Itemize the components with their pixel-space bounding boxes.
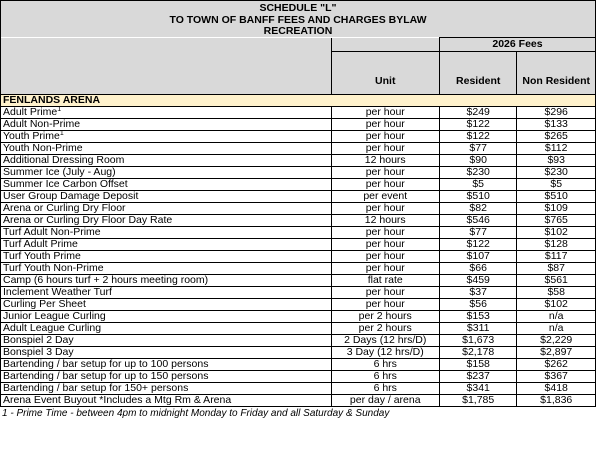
resident-fee — [439, 335, 516, 347]
resident-fee-text: $5 — [472, 178, 485, 190]
nonresident-fee — [517, 335, 596, 347]
nonresident-fee — [517, 215, 596, 227]
fee-unit — [331, 143, 439, 155]
fee-item-name — [1, 251, 332, 263]
fee-item-name — [1, 323, 332, 335]
fee-unit-text: per hour — [365, 298, 405, 310]
fee-item-name-text: Turf Youth Prime — [3, 250, 81, 262]
fee-item-name-text: Turf Youth Non-Prime — [3, 262, 104, 274]
nonresident-fee — [517, 287, 596, 299]
fee-item-name-text: Camp (6 hours turf + 2 hours meeting room) — [3, 274, 209, 286]
fee-unit — [331, 191, 439, 203]
resident-fee — [439, 215, 516, 227]
footnote-marker: 1 — [57, 106, 62, 113]
nonresident-fee — [517, 131, 596, 143]
fee-unit — [331, 287, 439, 299]
footnote-marker: 1 — [59, 130, 64, 137]
resident-fee — [439, 227, 516, 239]
nonresident-fee-text: $230 — [544, 166, 568, 178]
nonresident-fee-text: $102 — [544, 298, 568, 310]
section-title: FENLANDS ARENA — [1, 95, 596, 107]
nonresident-fee — [517, 227, 596, 239]
resident-fee-text: $153 — [466, 310, 490, 322]
fee-item-name — [1, 335, 332, 347]
nonresident-fee-text: $87 — [547, 262, 565, 274]
nonresident-fee — [517, 311, 596, 323]
fee-unit-text: per hour — [365, 106, 405, 118]
fee-unit — [331, 263, 439, 275]
fee-item-name — [1, 383, 332, 395]
nonresident-fee-text: n/a — [548, 310, 564, 322]
resident-fee — [439, 203, 516, 215]
nonresident-fee — [517, 299, 596, 311]
fee-unit — [331, 371, 439, 383]
nonresident-fee-text: $262 — [544, 358, 568, 370]
fee-item-name-text: Curling Per Sheet — [3, 298, 86, 310]
nonresident-fee — [517, 167, 596, 179]
nonresident-fee — [517, 239, 596, 251]
resident-fee — [439, 347, 516, 359]
resident-fee — [439, 383, 516, 395]
nonresident-fee-text: $112 — [544, 142, 568, 154]
fee-unit — [331, 311, 439, 323]
fee-unit — [331, 395, 439, 407]
resident-fee-text: $122 — [466, 238, 490, 250]
nonresident-fee-text: $367 — [544, 370, 568, 382]
resident-fee — [439, 311, 516, 323]
fee-unit-text: flat rate — [367, 274, 403, 286]
fee-row — [1, 335, 596, 347]
nonresident-fee-text: $109 — [544, 202, 568, 214]
resident-fee — [439, 323, 516, 335]
nonresident-fee — [517, 203, 596, 215]
fee-item-name-text: Arena or Curling Dry Floor — [3, 202, 126, 214]
resident-fee-text: $66 — [469, 262, 487, 274]
fee-item-name — [1, 107, 332, 119]
nonresident-fee — [517, 323, 596, 335]
fee-row — [1, 215, 596, 227]
fee-item-name-text: Bonspiel 2 Day — [3, 334, 74, 346]
resident-fee — [439, 179, 516, 191]
fee-unit — [331, 299, 439, 311]
fee-item-name-text: Summer Ice (July - Aug) — [3, 166, 116, 178]
nonresident-fee — [517, 347, 596, 359]
nonresident-fee-text: $102 — [544, 226, 568, 238]
fee-row — [1, 383, 596, 395]
fee-item-name — [1, 167, 332, 179]
fee-unit — [331, 275, 439, 287]
resident-fee — [439, 287, 516, 299]
fees-year-header: 2026 Fees — [439, 38, 595, 52]
nonresident-fee — [517, 179, 596, 191]
fee-item-name-text: Bartending / bar setup for up to 150 persons — [3, 370, 209, 382]
schedule-title: SCHEDULE "L" — [1, 1, 596, 16]
fee-unit-text: per hour — [365, 178, 405, 190]
fee-row — [1, 275, 596, 287]
nonresident-fee — [517, 143, 596, 155]
fee-unit-text: per hour — [365, 226, 405, 238]
nonresident-fee-text: $418 — [544, 382, 568, 394]
nonresident-fee-text: $510 — [544, 190, 568, 202]
fee-unit-text: 6 hrs — [373, 370, 397, 382]
fee-item-name — [1, 215, 332, 227]
fee-row — [1, 251, 596, 263]
fee-unit-text: per hour — [365, 286, 405, 298]
nonresident-fee — [517, 275, 596, 287]
fee-unit-text: per hour — [365, 166, 405, 178]
fee-row — [1, 239, 596, 251]
fee-item-name-text: Summer Ice Carbon Offset — [3, 178, 128, 190]
fee-item-name-text: Additional Dressing Room — [3, 154, 125, 166]
fee-item-name — [1, 371, 332, 383]
fee-item-name-text: Adult League Curling — [3, 322, 102, 334]
nonresident-fee-text: $117 — [544, 250, 568, 262]
nonresident-fee — [517, 263, 596, 275]
fee-unit — [331, 347, 439, 359]
nonresident-fee-text: $2,229 — [540, 334, 573, 346]
fee-unit-text: per hour — [365, 118, 405, 130]
fee-unit-text: per hour — [365, 238, 405, 250]
nonresident-fee — [517, 383, 596, 395]
resident-fee — [439, 131, 516, 143]
resident-fee — [439, 119, 516, 131]
nonresident-fee — [517, 395, 596, 407]
fee-row — [1, 167, 596, 179]
fee-unit-text: per hour — [365, 262, 405, 274]
fee-unit — [331, 155, 439, 167]
nonresident-fee — [517, 119, 596, 131]
nonresident-fee-text: $265 — [544, 130, 568, 142]
fee-row — [1, 299, 596, 311]
fee-unit — [331, 107, 439, 119]
fee-unit-text: per 2 hours — [358, 310, 412, 322]
fee-row — [1, 395, 596, 407]
fee-item-name — [1, 395, 332, 407]
fee-unit — [331, 119, 439, 131]
nonresident-fee — [517, 251, 596, 263]
fee-item-name-text: Arena Event Buyout *Includes a Mtg Rm & Arena — [3, 394, 232, 406]
nonresident-fee-text: $765 — [544, 214, 568, 226]
resident-fee — [439, 371, 516, 383]
fee-row — [1, 107, 596, 119]
fee-row — [1, 203, 596, 215]
fee-item-name-text: Youth Prime — [3, 130, 60, 142]
nonresident-fee-text: $5 — [550, 178, 563, 190]
fee-row — [1, 119, 596, 131]
resident-fee — [439, 191, 516, 203]
fee-item-name — [1, 359, 332, 371]
fee-row — [1, 323, 596, 335]
footnote: 1 - Prime Time - between 4pm to midnight Monday to Friday and all Saturday & Sunday — [2, 408, 390, 419]
resident-fee — [439, 263, 516, 275]
nonresident-fee — [517, 155, 596, 167]
fee-rows — [1, 107, 596, 407]
fee-unit-text: per 2 hours — [358, 322, 412, 334]
fee-row — [1, 311, 596, 323]
resident-fee-text: $77 — [469, 142, 487, 154]
fee-row — [1, 155, 596, 167]
fee-item-name — [1, 239, 332, 251]
fee-unit-text: 12 hours — [364, 214, 406, 226]
nonresident-fee-text: $93 — [547, 154, 565, 166]
nonresident-fee-text: n/a — [548, 322, 564, 334]
fee-item-name-text: Adult Prime — [3, 106, 58, 118]
nonresident-fee — [517, 359, 596, 371]
fee-unit-text: 12 hours — [364, 154, 406, 166]
fee-item-name — [1, 191, 332, 203]
fee-row — [1, 227, 596, 239]
fee-unit-text: per hour — [365, 130, 405, 142]
nonresident-fee — [517, 191, 596, 203]
resident-fee-text: $37 — [469, 286, 487, 298]
resident-fee-text: $249 — [466, 106, 490, 118]
resident-fee — [439, 359, 516, 371]
unit-column-header: Unit — [331, 52, 439, 95]
resident-fee-text: $459 — [466, 274, 490, 286]
fee-unit — [331, 179, 439, 191]
resident-fee — [439, 395, 516, 407]
fee-item-name — [1, 275, 332, 287]
resident-fee-text: $107 — [466, 250, 490, 262]
bylaw-title: TO TOWN OF BANFF FEES AND CHARGES BYLAW — [1, 15, 596, 26]
fee-item-name — [1, 119, 332, 131]
resident-fee-text: $341 — [466, 382, 490, 394]
nonresident-fee-text: $2,897 — [540, 346, 573, 358]
fee-item-name — [1, 263, 332, 275]
fee-item-name — [1, 143, 332, 155]
nonresident-fee — [517, 371, 596, 383]
fee-unit — [331, 167, 439, 179]
nonresident-fee-text: $296 — [544, 106, 568, 118]
fee-unit-text: per hour — [365, 250, 405, 262]
fee-item-name-text: Bartending / bar setup for up to 100 persons — [3, 358, 209, 370]
resident-fee-text: $1,673 — [462, 334, 495, 346]
resident-fee-text: $2,178 — [462, 346, 495, 358]
nonresident-fee-text: $128 — [544, 238, 568, 250]
fee-item-name — [1, 131, 332, 143]
fee-item-name-text: Bartending / bar setup for 150+ persons — [3, 382, 189, 394]
resident-fee-text: $1,785 — [462, 394, 495, 406]
fee-row — [1, 359, 596, 371]
fee-item-name-text: Arena or Curling Dry Floor Day Rate — [3, 214, 173, 226]
fee-row — [1, 371, 596, 383]
fee-unit-text: per event — [363, 190, 408, 202]
fee-item-name-text: Bonspiel 3 Day — [3, 346, 74, 358]
nonresident-fee-text: $58 — [547, 286, 565, 298]
fee-unit — [331, 359, 439, 371]
resident-fee — [439, 143, 516, 155]
resident-fee-text: $546 — [466, 214, 490, 226]
fee-item-name — [1, 311, 332, 323]
fee-row — [1, 131, 596, 143]
fee-item-name — [1, 227, 332, 239]
resident-fee — [439, 239, 516, 251]
fee-unit-text: per hour — [365, 202, 405, 214]
resident-fee-text: $311 — [466, 322, 490, 334]
fee-unit — [331, 215, 439, 227]
fee-row — [1, 347, 596, 359]
fee-item-name — [1, 287, 332, 299]
resident-fee — [439, 155, 516, 167]
department-title: RECREATION — [1, 26, 596, 38]
resident-fee — [439, 251, 516, 263]
resident-fee — [439, 107, 516, 119]
resident-column-header: Resident — [439, 52, 516, 95]
fee-unit-text: per hour — [365, 142, 405, 154]
fee-item-name — [1, 179, 332, 191]
fee-table-header — [1, 1, 596, 107]
fee-unit-text: 6 hrs — [373, 358, 397, 370]
fee-unit — [331, 203, 439, 215]
resident-fee-text: $77 — [469, 226, 487, 238]
resident-fee — [439, 299, 516, 311]
fee-unit — [331, 383, 439, 395]
resident-fee-text: $158 — [466, 358, 490, 370]
nonresident-fee-text: $133 — [544, 118, 568, 130]
fee-unit-text: per day / arena — [349, 394, 421, 406]
fee-item-name-text: Adult Non-Prime — [3, 118, 81, 130]
fee-unit-text: 6 hrs — [373, 382, 397, 394]
fee-item-name — [1, 299, 332, 311]
fee-unit — [331, 335, 439, 347]
nonresident-column-header: Non Resident — [517, 52, 596, 95]
resident-fee-text: $90 — [469, 154, 487, 166]
nonresident-fee-text: $1,836 — [540, 394, 573, 406]
nonresident-fee-text: $561 — [544, 274, 568, 286]
resident-fee-text: $230 — [466, 166, 490, 178]
resident-fee-text: $237 — [466, 370, 490, 382]
fee-row — [1, 263, 596, 275]
fee-row — [1, 287, 596, 299]
fee-item-name — [1, 347, 332, 359]
resident-fee-text: $82 — [469, 202, 487, 214]
fee-item-name-text: Turf Adult Non-Prime — [3, 226, 101, 238]
resident-fee-text: $122 — [466, 130, 490, 142]
fee-unit — [331, 251, 439, 263]
fee-row — [1, 179, 596, 191]
resident-fee-text: $56 — [469, 298, 487, 310]
resident-fee — [439, 275, 516, 287]
fee-row — [1, 191, 596, 203]
fee-item-name — [1, 155, 332, 167]
resident-fee-text: $510 — [466, 190, 490, 202]
fee-item-name-text: Inclement Weather Turf — [3, 286, 112, 298]
nonresident-fee — [517, 107, 596, 119]
fee-item-name-text: Junior League Curling — [3, 310, 106, 322]
fee-unit — [331, 239, 439, 251]
resident-fee — [439, 167, 516, 179]
fee-unit-text: 2 Days (12 hrs/D) — [344, 334, 427, 346]
fee-item-name-text: Turf Adult Prime — [3, 238, 78, 250]
fee-unit — [331, 131, 439, 143]
resident-fee-text: $122 — [466, 118, 490, 130]
fee-unit-text: 3 Day (12 hrs/D) — [346, 346, 424, 358]
fee-item-name-text: Youth Non-Prime — [3, 142, 83, 154]
fee-row — [1, 143, 596, 155]
fee-unit — [331, 323, 439, 335]
fee-unit — [331, 227, 439, 239]
fee-item-name-text: User Group Damage Deposit — [3, 190, 139, 202]
fee-item-name — [1, 203, 332, 215]
